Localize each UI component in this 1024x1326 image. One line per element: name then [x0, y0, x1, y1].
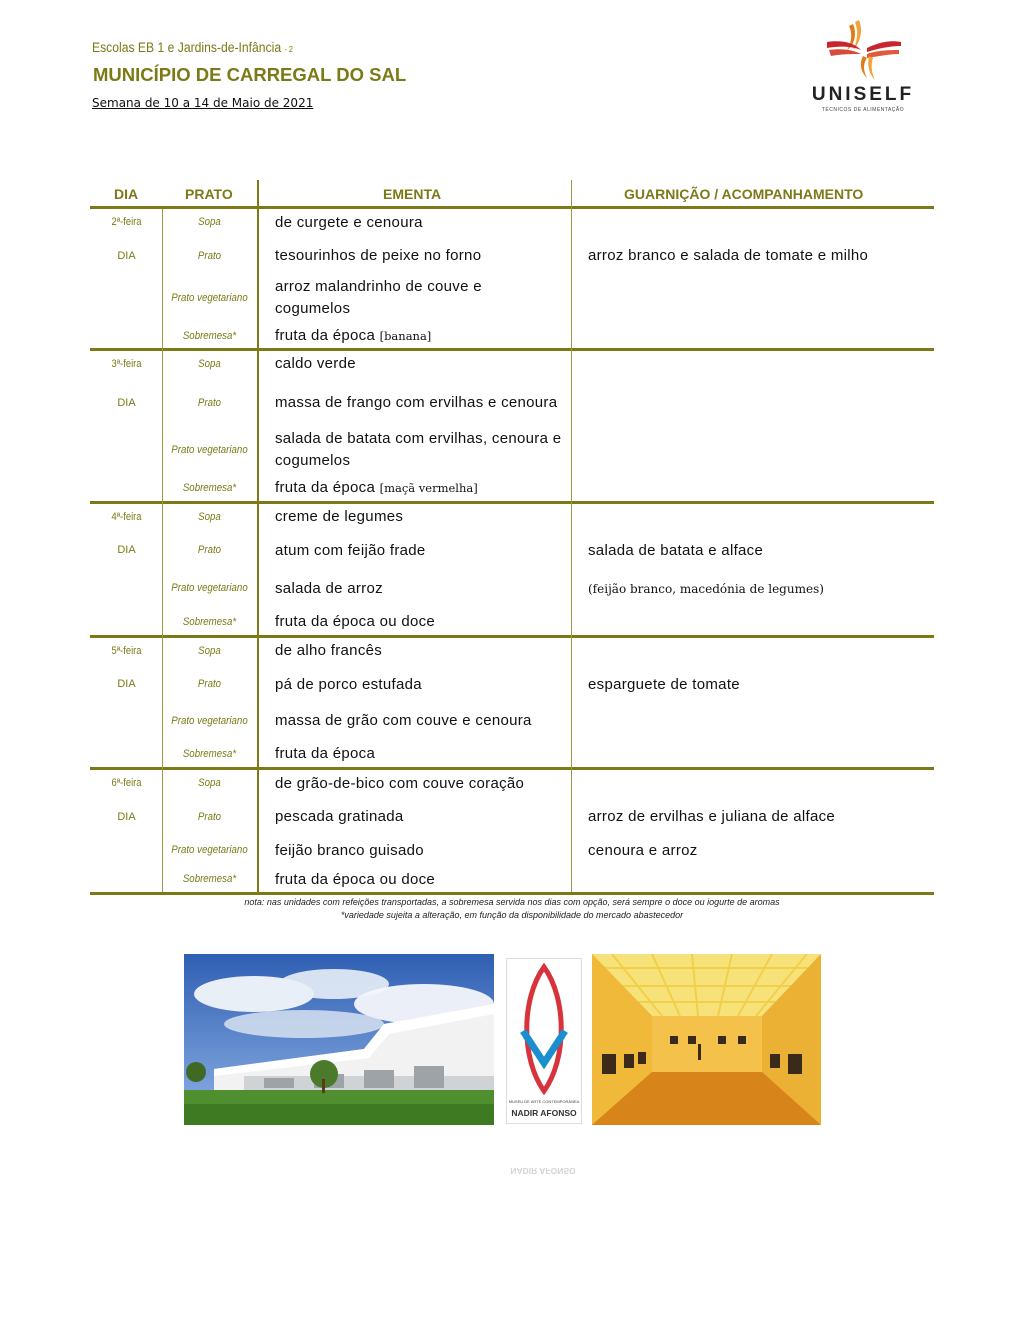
- dish-sobremesa: fruta da época [banana]: [275, 327, 432, 344]
- dish-vegetariano: arroz malandrinho de couve e cogumelos: [275, 278, 482, 317]
- museum-building-photo: [184, 954, 494, 1125]
- side-prato: arroz de ervilhas e juliana de alface: [588, 808, 836, 825]
- gallery-interior-photo: [592, 954, 821, 1125]
- uniself-emblem-icon: [797, 20, 929, 82]
- dish-type-sobremesa: Sobremesa*: [182, 748, 237, 760]
- museum-logo: [506, 958, 582, 1124]
- day-name: 2ª-feira: [111, 216, 142, 228]
- dish-type-sobremesa: Sobremesa*: [182, 616, 237, 628]
- side-prato: arroz branco e salada de tomate e milho: [588, 247, 869, 264]
- dish-sopa: de curgete e cenoura: [275, 214, 423, 231]
- table-divider: [571, 180, 572, 892]
- day-label: DIA: [117, 250, 136, 262]
- table-rule: [90, 501, 934, 504]
- dish-prato: pá de porco estufada: [275, 676, 422, 693]
- day-name: 5ª-feira: [111, 645, 142, 657]
- day-name: 6ª-feira: [111, 777, 142, 789]
- dish-prato: pescada gratinada: [275, 808, 404, 825]
- table-rule: [90, 635, 934, 638]
- dish-sobremesa: fruta da época ou doce: [275, 613, 436, 630]
- dish-type-sobremesa: Sobremesa*: [182, 330, 237, 342]
- footnote-transport: nota: nas unidades com refeições transportadas, a sobremesa servida nos dias com opção, será sempre o doce ou iogurte de aromas: [244, 897, 780, 907]
- dish-type-sopa: Sopa: [198, 777, 221, 789]
- side-prato: esparguete de tomate: [588, 676, 740, 693]
- side-vegetariano: cenoura e arroz: [588, 842, 698, 859]
- day-label: DIA: [117, 397, 136, 409]
- dish-sobremesa: fruta da época: [275, 745, 376, 762]
- dish-vegetariano: salada de batata com ervilhas, cenoura e cogumelos: [275, 430, 562, 469]
- uniself-logo: [797, 20, 929, 120]
- header-title: MUNICÍPIO DE CARREGAL DO SAL: [93, 64, 407, 85]
- dish-type-vegetariano: Prato vegetariano: [171, 715, 248, 727]
- header-subtitle: Escolas EB 1 e Jardins-de-Infância - 2: [92, 40, 293, 55]
- dish-type-vegetariano: Prato vegetariano: [171, 444, 248, 456]
- dish-type-sopa: Sopa: [198, 645, 221, 657]
- col-head-ementa: EMENTA: [383, 186, 442, 202]
- table-rule: [90, 767, 934, 770]
- dish-type-vegetariano: Prato vegetariano: [171, 292, 248, 304]
- col-head-guarnicao: GUARNIÇÃO / ACOMPANHAMENTO: [624, 186, 864, 202]
- museum-name-reflection: NADIR AFONSO: [510, 1166, 576, 1176]
- dish-sopa: caldo verde: [275, 355, 356, 372]
- day-label: DIA: [117, 678, 136, 690]
- dish-sopa: creme de legumes: [275, 508, 404, 525]
- table-rule: [90, 892, 934, 895]
- side-prato: salada de batata e alface: [588, 542, 764, 559]
- col-head-prato: PRATO: [185, 186, 233, 202]
- dish-type-prato: Prato: [197, 811, 222, 823]
- dish-sobremesa: fruta da época [maçã vermelha]: [275, 479, 478, 496]
- dish-prato: tesourinhos de peixe no forno: [275, 247, 482, 264]
- dish-type-sopa: Sopa: [198, 216, 221, 228]
- table-divider: [257, 180, 259, 892]
- museum-name: NADIR AFONSO: [511, 1108, 577, 1118]
- table-rule: [90, 348, 934, 351]
- dish-vegetariano: feijão branco guisado: [275, 842, 424, 859]
- footnote-variety: *variedade sujeita a alteração, em função da disponibilidade do mercado abastecedor: [340, 910, 684, 920]
- day-label: DIA: [117, 544, 136, 556]
- dish-type-sobremesa: Sobremesa*: [182, 482, 237, 494]
- logo-tagline: TÉCNICOS DE ALIMENTAÇÃO: [821, 107, 905, 113]
- day-label: DIA: [117, 811, 136, 823]
- dish-type-sopa: Sopa: [198, 511, 221, 523]
- day-name: 3ª-feira: [111, 358, 142, 370]
- table-rule: [90, 206, 934, 209]
- dish-type-sopa: Sopa: [198, 358, 221, 370]
- dish-type-prato: Prato: [197, 397, 222, 409]
- dish-sobremesa: fruta da época ou doce: [275, 871, 436, 888]
- dish-type-vegetariano: Prato vegetariano: [171, 582, 248, 594]
- dish-type-prato: Prato: [197, 678, 222, 690]
- dish-type-prato: Prato: [197, 250, 222, 262]
- week-label: Semana de 10 a 14 de Maio de 2021: [92, 96, 314, 110]
- dish-prato: massa de frango com ervilhas e cenoura: [275, 394, 558, 411]
- col-head-dia: DIA: [114, 186, 139, 202]
- dish-sopa: de grão-de-bico com couve coração: [275, 775, 525, 792]
- museum-emblem-icon: [507, 959, 581, 1099]
- dish-type-vegetariano: Prato vegetariano: [171, 844, 248, 856]
- dish-type-prato: Prato: [197, 544, 222, 556]
- museum-subtitle: MUSEU DE ARTE CONTEMPORÂNEA: [508, 1099, 580, 1104]
- dish-vegetariano: massa de grão com couve e cenoura: [275, 712, 532, 729]
- dish-type-sobremesa: Sobremesa*: [182, 873, 237, 885]
- side-vegetariano: (feijão branco, macedónia de legumes): [588, 582, 824, 596]
- dish-prato: atum com feijão frade: [275, 542, 426, 559]
- logo-name: UNISELF: [811, 84, 915, 105]
- dish-vegetariano: salada de arroz: [275, 580, 383, 597]
- day-name: 4ª-feira: [111, 511, 142, 523]
- dish-sopa: de alho francês: [275, 642, 383, 659]
